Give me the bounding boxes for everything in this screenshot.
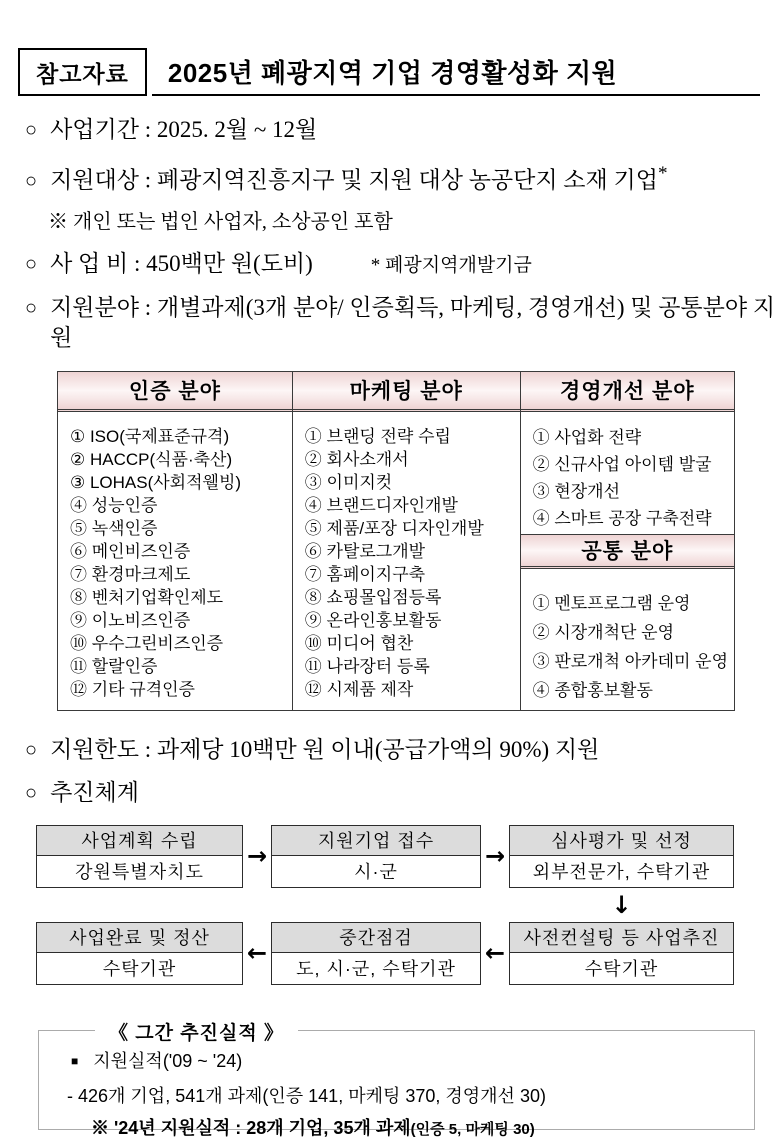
document-page [0,48,780,1148]
table-item: ④ 브랜드디자인개발 [304,495,458,515]
table-item: ④ 종합홍보활동 [532,680,653,700]
flow-box-settlement [36,922,243,985]
circle-bullet-icon: ○ [25,252,38,275]
table-column-certification [58,372,292,710]
table-item: ① 브랜딩 전략 수립 [304,426,451,446]
line-period [25,115,780,146]
table-item: ③ 이미지컷 [304,472,393,492]
circle-bullet-icon: ○ [25,169,38,192]
line-budget [25,249,780,281]
circle-bullet-icon: ○ [25,781,38,804]
results-title: 《 그간 추진실적 》 [95,1018,298,1045]
table-item: ⑤ 제품/포장 디자인개발 [304,518,484,538]
table-item: ① 멘토프로그램 운영 [532,593,691,613]
flow-box-body: 수탁기관 [102,959,177,980]
flow-box-body: 시·군 [354,862,398,883]
budget-text: 사 업 비 : 450백만 원(도비) [50,250,313,276]
line-limit [25,735,780,766]
table-item: ⑪ 할랄인증 [70,656,158,676]
table-item: ② 신규사업 아이템 발굴 [532,454,712,474]
arrow-left-icon: ← [484,939,506,968]
table-item: ⑩ 미디어 협찬 [304,633,414,653]
circle-bullet-icon: ○ [25,119,38,141]
arrow-right-icon: → [246,842,268,871]
reference-tag-box: 참고자료 [18,48,147,96]
table-item: ⑥ 메인비즈인증 [70,541,191,561]
page-title: 2025년 폐광지역 기업 경영활성화 지원 [167,57,618,88]
support-fields-table [57,371,735,711]
column-items [521,412,734,534]
table-column-management [521,372,734,710]
table-item: ① 사업화 전략 [532,427,642,447]
table-item: ④ 성능인증 [70,495,158,515]
flow-box-title: 사업계획 수립 [37,826,242,856]
flow-box-title: 지원기업 접수 [272,826,480,856]
table-item: ④ 스마트 공장 구축전략 [532,508,712,528]
circle-bullet-icon: ○ [25,296,38,319]
flow-box-body: 수탁기관 [584,959,659,980]
table-item: ③ 현장개선 [532,481,621,501]
table-item: ⑥ 카탈로그개발 [304,541,426,561]
flow-box-application [271,825,481,888]
flow-box-evaluation [509,825,734,888]
column-header: 마케팅 분야 [293,372,520,412]
budget-note: * 폐광지역개발기금 [370,254,532,276]
fields-text: 지원분야 : 개별과제(3개 분야/ 인증획득, 마케팅, 경영개선) 및 공통분야 지원 [50,294,776,350]
table-item: ⑫ 기타 규격인증 [70,679,195,699]
common-field-items [521,569,734,710]
limit-text: 지원한도 : 과제당 10백만 원 이내(공급가액의 90%) 지원 [50,736,600,762]
flow-box-midcheck [271,922,481,985]
table-item: ⑤ 녹색인증 [70,518,158,538]
target-text: 지원대상 : 폐광지역진흥지구 및 지원 대상 농공단지 소재 기업* [50,163,668,193]
table-item: ⑨ 이노비즈인증 [70,610,191,630]
footnote-asterisk: * [657,163,668,184]
table-item: ⑧ 벤처기업확인제도 [70,587,224,607]
column-items [58,412,292,701]
square-bullet-icon: ■ [71,1053,79,1068]
process-flow-diagram [36,825,734,985]
table-item: ② HACCP(식품·축산) [70,449,233,469]
column-header: 경영개선 분야 [521,372,734,412]
column-header: 인증 분야 [58,372,292,412]
table-item: ⑫ 시제품 제작 [304,679,414,699]
flow-box-title: 사전컨설팅 등 사업추진 [510,923,733,953]
flow-box-body: 외부전문가, 수탁기관 [532,862,711,883]
table-item: ⑨ 온라인홍보활동 [304,610,442,630]
flow-box-body: 도, 시·군, 수탁기관 [296,959,456,980]
table-item: ③ 판로개척 아카데미 운영 [532,651,728,671]
target-note: ※ 개인 또는 법인 사업자, 소상공인 포함 [48,210,393,233]
table-item: ⑦ 환경마크제도 [70,564,191,584]
flow-box-title: 중간점검 [272,923,480,953]
results-box [38,1022,755,1138]
period-text: 사업기간 : 2025. 2월 ~ 12월 [50,117,318,142]
results-line-1 [71,1047,754,1073]
flow-box-consulting [509,922,734,985]
flow-box-body: 강원특별자치도 [75,862,204,883]
line-system [25,778,780,809]
table-item: ② 시장개척단 운영 [532,622,675,642]
column-items [293,412,520,701]
flow-box-title: 사업완료 및 정산 [37,923,242,953]
flow-box-plan [36,825,243,888]
table-item: ⑧ 쇼핑몰입점등록 [304,587,442,607]
results-line-3 [91,1114,754,1140]
line-fields [25,293,780,353]
table-column-marketing [292,372,521,710]
table-item: ① ISO(국제표준규격) [70,426,230,446]
table-item: ⑦ 홈페이지구축 [304,564,426,584]
arrow-left-icon: ← [246,939,268,968]
results-line3-detail: (인증 5, 마케팅 30) [410,1120,535,1138]
table-item: ⑩ 우수그린비즈인증 [70,633,224,653]
common-field-header: 공통 분야 [521,534,734,569]
arrow-down-icon: ↓ [611,890,632,919]
table-item: ⑪ 나라장터 등록 [304,656,430,676]
results-line1-text: 지원실적('09 ~ '24) [93,1050,243,1071]
table-item: ③ LOHAS(사회적웰빙) [70,472,242,492]
line-target [25,159,780,197]
arrow-right-icon: → [484,842,506,871]
doc-header [18,48,760,96]
results-line-2: - 426개 기업, 541개 과제(인증 141, 마케팅 370, 경영개선 30) [67,1085,546,1106]
circle-bullet-icon: ○ [25,738,38,761]
title-underline [152,48,760,96]
table-item: ② 회사소개서 [304,449,409,469]
flow-box-title: 심사평가 및 선정 [510,826,733,856]
results-line3-main: ※ '24년 지원실적 : 28개 기업, 35개 과제 [91,1117,411,1138]
system-text: 추진체계 [50,779,139,805]
